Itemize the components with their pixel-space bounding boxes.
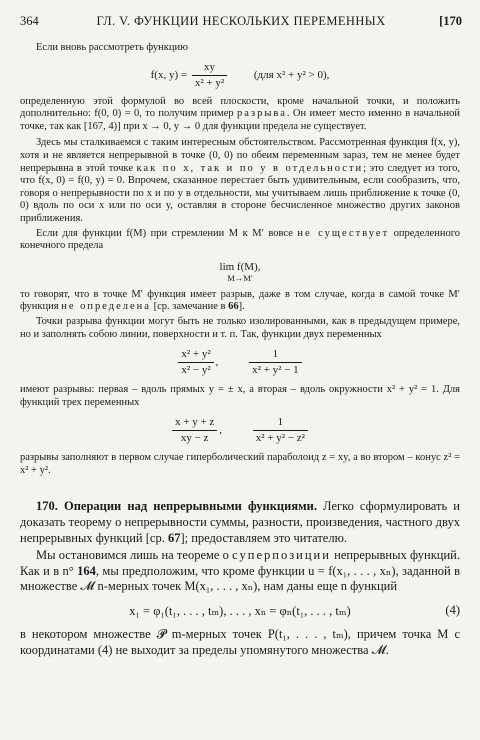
section-heading: 170. Операции над непрерывными функциями. <box>36 499 317 514</box>
formula-1-condition: (для x² + y² > 0), <box>253 68 330 81</box>
limit-subscript: M→M′ <box>227 272 253 283</box>
paragraph-8-reference: 164 <box>77 563 96 578</box>
formula-4-comma: , <box>219 424 223 437</box>
section-text-a: Легко сформулировать и доказать теорему о непрерывности суммы, разности, произведения, частного двух непрерывных функций [ср. <box>20 499 460 545</box>
running-header <box>20 14 462 30</box>
section-reference: 67 <box>167 530 181 545</box>
equation-4 <box>20 603 460 619</box>
paragraph-8-text-c: , мы предположим, что кроме функции u = f(x₁, . . . , xₙ), заданной в множестве 𝓜 n-мерных точек M(x₁, . . . , xₙ), нам даны еще n функций <box>20 563 461 594</box>
formula-4-num-2: 1 <box>253 416 308 431</box>
equation-4-expression: x₁ = φ₁(t₁, . . . , tₘ), . . . , xₙ = φₙ(t₁, . . . , tₘ) <box>129 604 351 619</box>
paragraph-4-text-b: [ср. замечание в <box>150 301 229 313</box>
paragraph-8-spaced: суперпозиции <box>232 548 331 563</box>
section-number: [170 <box>439 14 462 28</box>
section-170 <box>20 499 460 546</box>
paragraph-7: разрывы заполняют в первом случае гиперболический параболоид z = xy, а во втором – конус z² = x² + y². <box>20 452 460 476</box>
paragraph-4-spaced: не определена <box>61 301 151 313</box>
intro-line: Если вновь рассмотреть функцию <box>36 42 188 53</box>
formula-4-den-1: xy − z <box>180 432 209 445</box>
formula-3 <box>20 348 460 377</box>
formula-3-num-1: x² + y² <box>178 348 213 363</box>
paragraph-6: имеют разрывы: первая – вдоль прямых y = ± x, а вторая – вдоль окружности x² + y² = 1. Для функций трех переменных <box>20 384 460 408</box>
paragraph-1-text-b: . Он имеет место именно в начальной точке, так как [167, 4)] при x → 0, y → 0 для функции предела не существует. <box>20 108 460 132</box>
paragraph-3-text-a: Если для функции f(M) при стремлении M к M′ вовсе <box>36 227 298 239</box>
formula-4-den-2: x² + y² − z² <box>255 432 305 445</box>
formula-4-fraction-1 <box>172 416 217 445</box>
section-text-b: ]; предоставляем это читателю. <box>180 530 348 545</box>
formula-4-num-1: x + y + z <box>172 416 217 431</box>
limit-expression <box>220 261 261 283</box>
paragraph-1 <box>20 96 460 134</box>
formula-2 <box>20 261 460 283</box>
paragraph-1-text-a: определенную этой формулой во всей плоскости, кроме начальной точки, и положить дополнительно: f(0, 0) = 0, то получим пример <box>20 95 460 120</box>
formula-1-denominator: x² + y² <box>194 76 225 89</box>
formula-3-den-1: x² − y² <box>181 364 211 377</box>
formula-3-num-2: 1 <box>249 348 302 363</box>
formula-3-den-2: x² + y² − 1 <box>252 364 299 377</box>
formula-1 <box>20 61 460 90</box>
paragraph-3-spaced: не существует <box>297 227 390 239</box>
page-number: 364 <box>20 14 39 28</box>
paragraph-2-text-a: Здесь мы сталкиваемся с таким интересным обстоятельством. Рассмотренная функция f(x, y), хотя и не является непрерывной в точке (0, 0) по обеим переменным зараз, тем не менее будет непрерывна в этой точке <box>20 137 460 174</box>
paragraph-8-text-a: Мы остановимся лишь на теореме о <box>36 548 233 563</box>
paragraph-4-text-a: то говорят, что в точке M′ функция имеет разрыв, даже в том случае, когда в самой точке M′ функция <box>20 288 460 313</box>
paragraph-8-text-b: непрерывных функций. Как и в n° <box>20 548 460 578</box>
formula-3-fraction-2 <box>249 348 302 377</box>
paragraph-9: в некотором множестве 𝓟 m-мерных точек P(t₁, . . . , tₘ), причем точка M с координатами (4) не выходит за пределы упомянутого множества 𝓜. <box>20 627 460 657</box>
formula-1-numerator: xy <box>192 61 227 76</box>
paragraph-5: Точки разрыва функции могут быть не только изолированными, как в предыдущем примере, но и заполнять собою линии, поверхности и т. п. Так, функции двух переменных <box>20 315 460 340</box>
formula-4-fraction-2 <box>253 416 308 445</box>
main-print-block <box>20 499 460 658</box>
formula-4 <box>20 416 460 445</box>
paragraph-2 <box>20 137 460 225</box>
paragraph-3 <box>20 228 460 253</box>
equation-4-number: (4) <box>445 603 460 618</box>
paragraph-1-spaced: разрыва <box>237 108 287 120</box>
paragraph-4-text-c: ]. <box>238 301 245 313</box>
formula-1-fraction <box>192 61 227 90</box>
paragraph-4 <box>20 289 460 314</box>
paragraph-4-reference: 66 <box>228 301 239 313</box>
formula-1-lhs: f(x, y) = <box>150 68 188 81</box>
page-body <box>20 38 460 658</box>
paragraph-2-text-b: ; это следует из того, что f(x, 0) = f(0, y) = 0. Впрочем, сказанное перестает быть удивительным, если сообразить, что, говоря о непрерывности по x и по y в отдельности, мы учитываем лишь приближение к точке (0, 0) вдоль по оси x или по оси y, оставляя в стороне бесчисленное множество других законов приближения. <box>20 162 460 224</box>
paragraph-2-spaced: как по x, так и по y в отдельности <box>136 162 364 174</box>
formula-3-comma: , <box>215 356 219 369</box>
small-print-block <box>20 42 460 477</box>
formula-3-fraction-1 <box>178 348 213 377</box>
paragraph-3-text-b: определенного конечного предела <box>20 227 460 252</box>
paragraph-8 <box>20 548 460 595</box>
limit-text: lim f(M), <box>219 260 261 273</box>
chapter-title: ГЛ. V. ФУНКЦИИ НЕСКОЛЬКИХ ПЕРЕМЕННЫХ <box>96 14 386 28</box>
